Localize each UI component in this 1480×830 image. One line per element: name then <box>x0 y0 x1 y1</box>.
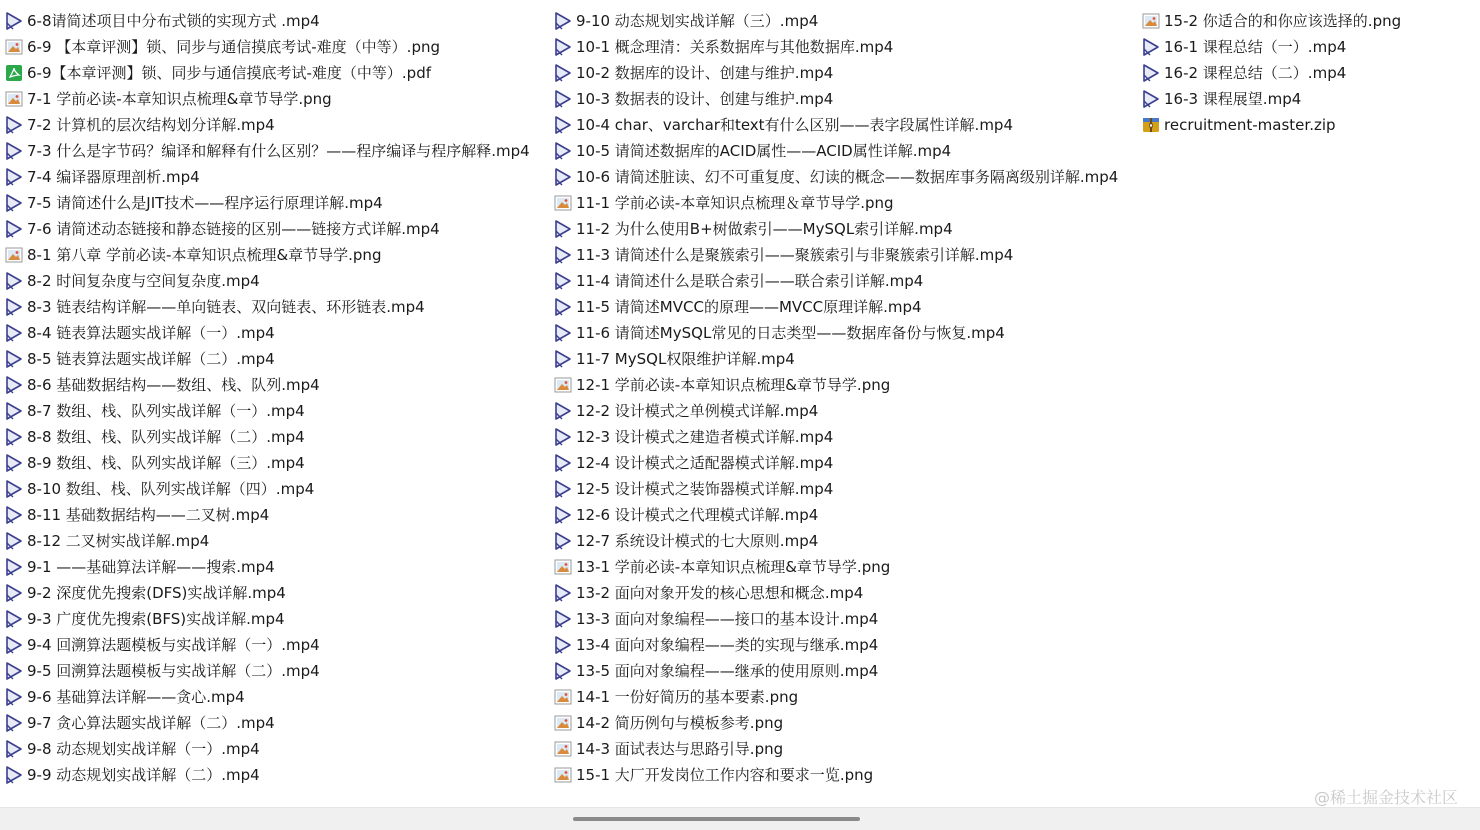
file-name: 8-2 时间复杂度与空间复杂度.mp4 <box>27 272 260 290</box>
file-item[interactable] <box>553 190 1133 216</box>
video-file-icon <box>4 583 24 603</box>
file-item[interactable] <box>553 502 1133 528</box>
file-item[interactable] <box>4 476 544 502</box>
file-name: 11-4 请简述什么是联合索引——联合索引详解.mp4 <box>576 272 924 290</box>
video-file-icon <box>553 505 573 525</box>
file-item[interactable] <box>4 216 544 242</box>
file-item[interactable] <box>553 450 1133 476</box>
video-file-icon <box>4 453 24 473</box>
file-name: 12-3 设计模式之建造者模式详解.mp4 <box>576 428 834 446</box>
file-name: 12-7 系统设计模式的七大原则.mp4 <box>576 532 819 550</box>
file-name: 8-3 链表结构详解——单向链表、双向链表、环形链表.mp4 <box>27 298 425 316</box>
file-item[interactable] <box>4 658 544 684</box>
file-name: 13-2 面向对象开发的核心思想和概念.mp4 <box>576 584 864 602</box>
video-file-icon <box>553 427 573 447</box>
image-file-icon <box>553 557 573 577</box>
file-item[interactable] <box>553 372 1133 398</box>
file-item[interactable] <box>4 710 544 736</box>
file-item[interactable] <box>4 34 544 60</box>
file-name: 16-2 课程总结（二）.mp4 <box>1164 64 1347 82</box>
video-file-icon <box>553 349 573 369</box>
file-item[interactable] <box>4 580 544 606</box>
file-item[interactable] <box>553 320 1133 346</box>
file-item[interactable] <box>553 476 1133 502</box>
file-item[interactable] <box>4 398 544 424</box>
file-item[interactable] <box>1141 112 1471 138</box>
file-name: 13-3 面向对象编程——接口的基本设计.mp4 <box>576 610 879 628</box>
file-name: 13-4 面向对象编程——类的实现与继承.mp4 <box>576 636 879 654</box>
file-name: 7-5 请简述什么是JIT技术——程序运行原理详解.mp4 <box>27 194 383 212</box>
file-item[interactable] <box>553 528 1133 554</box>
video-file-icon <box>553 245 573 265</box>
file-item[interactable] <box>4 164 544 190</box>
file-name: 8-8 数组、栈、队列实战详解（二）.mp4 <box>27 428 305 446</box>
file-item[interactable] <box>4 294 544 320</box>
video-file-icon <box>553 271 573 291</box>
file-column-3 <box>1141 8 1471 138</box>
file-item[interactable] <box>4 528 544 554</box>
file-item[interactable] <box>4 86 544 112</box>
file-item[interactable] <box>553 34 1133 60</box>
file-column-1 <box>4 8 544 788</box>
video-file-icon <box>553 583 573 603</box>
video-file-icon <box>4 557 24 577</box>
video-file-icon <box>553 661 573 681</box>
file-name: 15-1 大厂开发岗位工作内容和要求一览.png <box>576 766 874 784</box>
video-file-icon <box>4 687 24 707</box>
file-item[interactable] <box>1141 34 1471 60</box>
file-name: 8-6 基础数据结构——数组、栈、队列.mp4 <box>27 376 320 394</box>
file-name: 10-2 数据库的设计、创建与维护.mp4 <box>576 64 834 82</box>
video-file-icon <box>553 531 573 551</box>
file-name: 8-1 第八章 学前必读-本章知识点梳理&章节导学.png <box>27 246 382 264</box>
file-name: 11-7 MySQL权限维护详解.mp4 <box>576 350 795 368</box>
video-file-icon <box>1141 37 1161 57</box>
video-file-icon <box>4 427 24 447</box>
file-name: 11-5 请简述MVCC的原理——MVCC原理详解.mp4 <box>576 298 922 316</box>
file-item[interactable] <box>553 216 1133 242</box>
file-name: 16-1 课程总结（一）.mp4 <box>1164 38 1347 56</box>
video-file-icon <box>553 37 573 57</box>
file-name: 9-2 深度优先搜索(DFS)实战详解.mp4 <box>27 584 286 602</box>
file-item[interactable] <box>553 580 1133 606</box>
video-file-icon <box>4 115 24 135</box>
image-file-icon <box>4 245 24 265</box>
video-file-icon <box>553 297 573 317</box>
file-item[interactable] <box>553 424 1133 450</box>
file-item[interactable] <box>553 632 1133 658</box>
file-item[interactable] <box>4 242 544 268</box>
video-file-icon <box>4 375 24 395</box>
file-name: 13-5 面向对象编程——继承的使用原则.mp4 <box>576 662 879 680</box>
video-file-icon <box>4 635 24 655</box>
video-file-icon <box>4 141 24 161</box>
file-item[interactable] <box>553 268 1133 294</box>
file-name: 7-3 什么是字节码？编译和解释有什么区别？——程序编译与程序解释.mp4 <box>27 142 530 160</box>
file-item[interactable] <box>553 294 1133 320</box>
video-file-icon <box>553 89 573 109</box>
file-item[interactable] <box>4 554 544 580</box>
file-name: 8-9 数组、栈、队列实战详解（三）.mp4 <box>27 454 305 472</box>
file-item[interactable] <box>553 398 1133 424</box>
horizontal-scrollbar[interactable] <box>0 807 1480 830</box>
file-name: 9-4 回溯算法题模板与实战详解（一）.mp4 <box>27 636 320 654</box>
video-file-icon <box>4 531 24 551</box>
video-file-icon <box>4 739 24 759</box>
file-item[interactable] <box>553 658 1133 684</box>
file-item[interactable] <box>553 112 1133 138</box>
watermark: @稀土掘金技术社区 <box>1313 788 1458 807</box>
file-name: 9-10 动态规划实战详解（三）.mp4 <box>576 12 819 30</box>
file-name: 14-2 简历例句与模板参考.png <box>576 714 784 732</box>
file-item[interactable] <box>4 268 544 294</box>
video-file-icon <box>4 765 24 785</box>
video-file-icon <box>4 713 24 733</box>
file-name: 7-1 学前必读-本章知识点梳理&章节导学.png <box>27 90 332 108</box>
file-name: 13-1 学前必读-本章知识点梳理&章节导学.png <box>576 558 891 576</box>
video-file-icon <box>553 141 573 161</box>
file-item[interactable] <box>1141 8 1471 34</box>
file-name: 10-3 数据表的设计、创建与维护.mp4 <box>576 90 834 108</box>
file-name: 11-3 请简述什么是聚簇索引——聚簇索引与非聚簇索引详解.mp4 <box>576 246 1014 264</box>
file-item[interactable] <box>553 138 1133 164</box>
file-name: 8-12 二叉树实战详解.mp4 <box>27 532 210 550</box>
file-name: 14-1 一份好简历的基本要素.png <box>576 688 799 706</box>
file-item[interactable] <box>553 710 1133 736</box>
video-file-icon <box>4 323 24 343</box>
file-item[interactable] <box>4 632 544 658</box>
file-name: 10-6 请简述脏读、幻不可重复度、幻读的概念——数据库事务隔离级别详解.mp4 <box>576 168 1119 186</box>
image-file-icon <box>553 739 573 759</box>
file-name: 11-1 学前必读-本章知识点梳理＆章节导学.png <box>576 194 894 212</box>
image-file-icon <box>553 193 573 213</box>
video-file-icon <box>553 63 573 83</box>
file-item[interactable] <box>4 684 544 710</box>
file-item[interactable] <box>4 502 544 528</box>
file-name: 9-5 回溯算法题模板与实战详解（二）.mp4 <box>27 662 320 680</box>
video-file-icon <box>553 609 573 629</box>
file-name: 12-1 学前必读-本章知识点梳理&章节导学.png <box>576 376 891 394</box>
file-name: 15-2 你适合的和你应该选择的.png <box>1164 12 1402 30</box>
file-name: 9-8 动态规划实战详解（一）.mp4 <box>27 740 260 758</box>
video-file-icon <box>4 193 24 213</box>
video-file-icon <box>4 349 24 369</box>
file-name: 14-3 面试表达与思路引导.png <box>576 740 784 758</box>
file-name: 9-1 ——基础算法详解——搜索.mp4 <box>27 558 275 576</box>
file-name: 7-4 编译器原理剖析.mp4 <box>27 168 200 186</box>
file-name: 6-9【本章评测】锁、同步与通信摸底考试-难度（中等）.pdf <box>27 64 432 82</box>
file-name: 8-5 链表算法题实战详解（二）.mp4 <box>27 350 275 368</box>
file-name: 10-1 概念理清：关系数据库与其他数据库.mp4 <box>576 38 894 56</box>
video-file-icon <box>4 11 24 31</box>
file-item[interactable] <box>4 450 544 476</box>
file-item[interactable] <box>553 606 1133 632</box>
file-name: recruitment-master.zip <box>1164 116 1336 134</box>
file-name: 12-4 设计模式之适配器模式详解.mp4 <box>576 454 834 472</box>
video-file-icon <box>4 167 24 187</box>
file-name: 9-9 动态规划实战详解（二）.mp4 <box>27 766 260 784</box>
file-name: 7-6 请简述动态链接和静态链接的区别——链接方式详解.mp4 <box>27 220 440 238</box>
file-item[interactable] <box>4 372 544 398</box>
file-name: 8-4 链表算法题实战详解（一）.mp4 <box>27 324 275 342</box>
pdf-file-icon <box>4 63 24 83</box>
video-file-icon <box>4 271 24 291</box>
file-name: 8-7 数组、栈、队列实战详解（一）.mp4 <box>27 402 305 420</box>
file-name: 9-7 贪心算法题实战详解（二）.mp4 <box>27 714 275 732</box>
video-file-icon <box>4 479 24 499</box>
image-file-icon <box>553 687 573 707</box>
image-file-icon <box>553 765 573 785</box>
file-name: 11-2 为什么使用B+树做索引——MySQL索引详解.mp4 <box>576 220 953 238</box>
video-file-icon <box>4 609 24 629</box>
file-item[interactable] <box>4 60 544 86</box>
file-list <box>0 8 1480 798</box>
file-name: 12-5 设计模式之装饰器模式详解.mp4 <box>576 480 834 498</box>
file-item[interactable] <box>4 346 544 372</box>
video-file-icon <box>4 505 24 525</box>
file-item[interactable] <box>553 346 1133 372</box>
file-item[interactable] <box>4 762 544 788</box>
video-file-icon <box>4 661 24 681</box>
image-file-icon <box>553 713 573 733</box>
video-file-icon <box>553 479 573 499</box>
file-name: 12-6 设计模式之代理模式详解.mp4 <box>576 506 819 524</box>
file-item[interactable] <box>4 112 544 138</box>
video-file-icon <box>4 401 24 421</box>
file-item[interactable] <box>4 320 544 346</box>
video-file-icon <box>553 219 573 239</box>
file-item[interactable] <box>4 8 544 34</box>
file-item[interactable] <box>1141 60 1471 86</box>
video-file-icon <box>4 297 24 317</box>
file-item[interactable] <box>4 606 544 632</box>
file-name: 6-8请简述项目中分布式锁的实现方式 .mp4 <box>27 12 320 30</box>
file-name: 9-6 基础算法详解——贪心.mp4 <box>27 688 245 706</box>
video-file-icon <box>553 115 573 135</box>
video-file-icon <box>553 401 573 421</box>
scrollbar-thumb[interactable] <box>573 817 860 821</box>
file-name: 16-3 课程展望.mp4 <box>1164 90 1302 108</box>
file-column-2 <box>553 8 1133 788</box>
file-item[interactable] <box>4 190 544 216</box>
file-item[interactable] <box>553 60 1133 86</box>
file-name: 6-9 【本章评测】锁、同步与通信摸底考试-难度（中等）.png <box>27 38 441 56</box>
file-name: 8-10 数组、栈、队列实战详解（四）.mp4 <box>27 480 315 498</box>
image-file-icon <box>553 375 573 395</box>
file-name: 10-5 请简述数据库的ACID属性——ACID属性详解.mp4 <box>576 142 952 160</box>
file-name: 11-6 请简述MySQL常见的日志类型——数据库备份与恢复.mp4 <box>576 324 1005 342</box>
image-file-icon <box>4 89 24 109</box>
video-file-icon <box>553 453 573 473</box>
file-item[interactable] <box>4 736 544 762</box>
video-file-icon <box>553 635 573 655</box>
file-item[interactable] <box>553 242 1133 268</box>
video-file-icon <box>1141 89 1161 109</box>
file-item[interactable] <box>553 86 1133 112</box>
file-item[interactable] <box>553 684 1133 710</box>
file-item[interactable] <box>553 164 1133 190</box>
file-item[interactable] <box>4 138 544 164</box>
file-name: 8-11 基础数据结构——二叉树.mp4 <box>27 506 270 524</box>
file-item[interactable] <box>553 554 1133 580</box>
file-item[interactable] <box>1141 86 1471 112</box>
video-file-icon <box>553 11 573 31</box>
file-name: 9-3 广度优先搜索(BFS)实战详解.mp4 <box>27 610 285 628</box>
file-item[interactable] <box>553 8 1133 34</box>
file-item[interactable] <box>553 762 1133 788</box>
file-name: 10-4 char、varchar和text有什么区别——表字段属性详解.mp4 <box>576 116 1013 134</box>
video-file-icon <box>4 219 24 239</box>
image-file-icon <box>1141 11 1161 31</box>
file-item[interactable] <box>553 736 1133 762</box>
video-file-icon <box>553 323 573 343</box>
image-file-icon <box>4 37 24 57</box>
video-file-icon <box>1141 63 1161 83</box>
file-name: 12-2 设计模式之单例模式详解.mp4 <box>576 402 819 420</box>
file-name: 7-2 计算机的层次结构划分详解.mp4 <box>27 116 275 134</box>
file-item[interactable] <box>4 424 544 450</box>
zip-archive-icon <box>1141 115 1161 135</box>
video-file-icon <box>553 167 573 187</box>
